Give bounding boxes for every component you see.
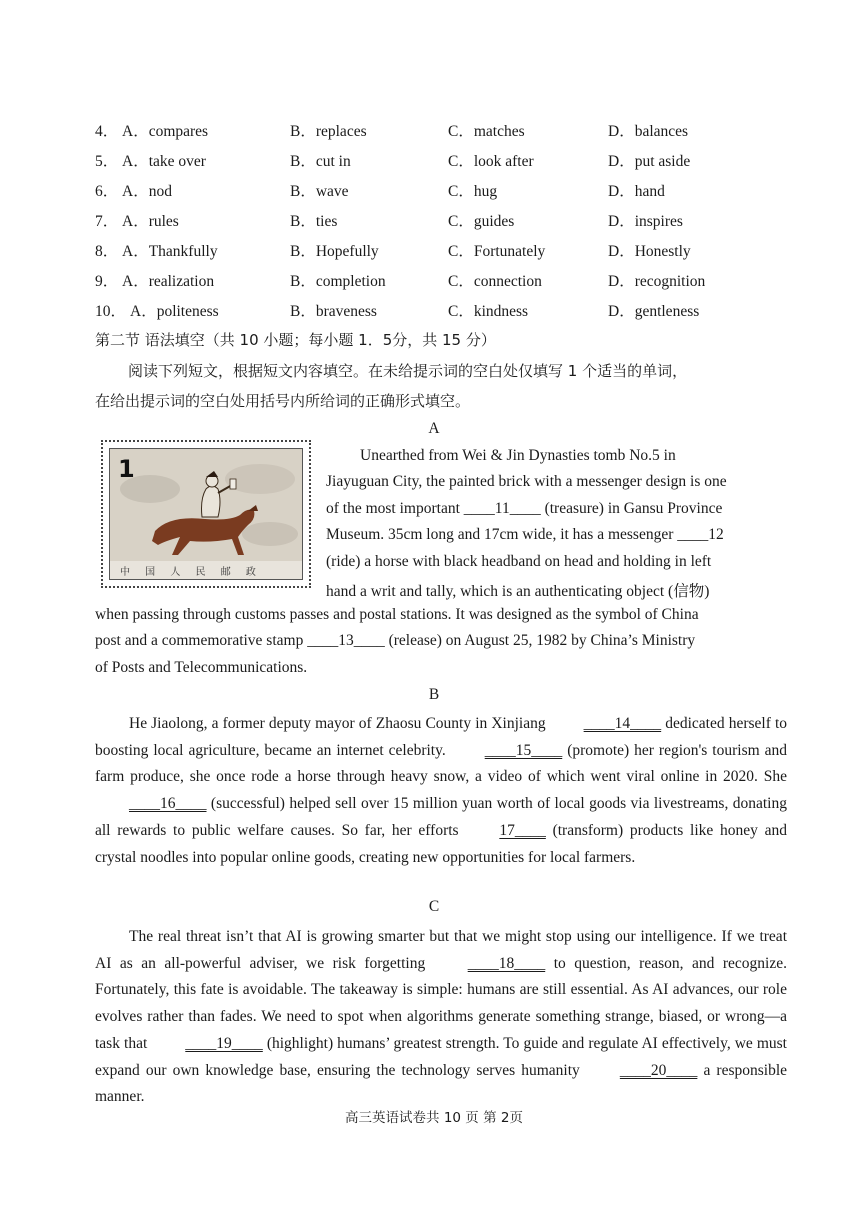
page-footer: 高三英语试卷共 10 页 第 2页: [345, 1110, 523, 1126]
stamp-caption: 中 国 人 民 邮 政: [120, 567, 262, 578]
passage-a-label: A: [428, 420, 440, 437]
section-heading: 第二节 语法填空（共 10 小题；每小题 1．5分，共 15 分）: [95, 331, 496, 349]
blank-19[interactable]: ____19____: [185, 1034, 263, 1052]
option-c: C．matches: [448, 123, 525, 140]
option-a: A．realization: [122, 273, 215, 290]
option-c: C．hug: [448, 183, 498, 200]
question-row: [0, 119, 868, 149]
passage-a-line: when passing through customs passes and postal stations. It was designed as the symbol of China: [95, 606, 699, 623]
question-row: [0, 179, 868, 209]
text-segment: dedicated herself to boosting local agriculture, became an internet celebrity.: [95, 715, 787, 759]
text-segment: He Jiaolong, a former deputy mayor of Zhaosu County in Xinjiang: [129, 715, 550, 732]
blank-16[interactable]: ____16____: [129, 795, 207, 813]
option-c: C．connection: [448, 273, 542, 290]
passage-b-text: [95, 711, 787, 871]
passage-a-line: [326, 500, 722, 518]
option-b: B．Hopefully: [290, 243, 379, 260]
text-segment: to question, reason, and recognize. Fortunately, this fate is avoidable. The takeaway is simple: humans are still essential. As AI advances, our role evolves rather than fades. We need to spot when algorithms generate something strange, biased, or wrong—a task that: [95, 954, 787, 1052]
blank-11[interactable]: ____11____: [463, 500, 541, 517]
option-c: C．Fortunately: [448, 243, 546, 260]
question-number: 4．: [95, 123, 119, 140]
question-row: [0, 269, 868, 299]
blank-15[interactable]: ____15____: [484, 741, 563, 759]
option-d: D．recognition: [608, 273, 706, 290]
blank-20[interactable]: ____20____: [619, 1061, 698, 1079]
question-row: [0, 209, 868, 239]
text-segment: of the most important: [326, 500, 464, 517]
option-d: D．balances: [608, 123, 689, 140]
option-d: D．Honestly: [608, 243, 691, 260]
option-c: C．kindness: [448, 303, 529, 320]
question-number: 9．: [95, 273, 119, 290]
option-a: A．compares: [122, 123, 209, 140]
passage-b-label: B: [428, 686, 440, 703]
passage-a-line: of Posts and Telecommunications.: [95, 659, 308, 676]
option-d: D．inspires: [608, 213, 683, 230]
passage-a-line: [95, 632, 695, 650]
text-segment: (successful) helped sell over 15 million yuan worth of local goods via livestreams, donating all rewards to public welfare causes. So far, her efforts: [95, 795, 787, 839]
messenger-painting-icon: [110, 449, 302, 579]
passage-a-line: Unearthed from Wei & Jin Dynasties tomb No.5 in: [360, 447, 676, 464]
instruction-line-1: 阅读下列短文，根据短文内容填空。在未给提示词的空白处仅填写 1 个适当的单词，: [128, 362, 688, 380]
passage-a-line: [326, 526, 724, 544]
text-segment: The real threat isn’t that AI is growing smarter but that we might stop using our intelligence. If we treat AI as an all-powerful adviser, we risk forgetting: [95, 928, 787, 972]
text-segment: (highlight) humans’ greatest strength. To guide and regulate AI effectively, we must expand our own knowledge base, ensuring the technology serves humanity: [95, 1034, 787, 1079]
option-a: A．Thankfully: [122, 243, 218, 260]
option-b: B．replaces: [290, 123, 367, 140]
option-a: A．politeness: [130, 303, 219, 320]
question-row: [0, 149, 868, 179]
option-b: B．ties: [290, 213, 338, 230]
option-d: D．gentleness: [608, 303, 700, 320]
text-segment: a responsible manner.: [95, 1061, 788, 1106]
text-segment: Museum. 35cm long and 17cm wide, it has a messenger: [326, 526, 678, 543]
option-d: D．hand: [608, 183, 665, 200]
question-number: 7．: [95, 213, 119, 230]
passage-a-line: (ride) a horse with black headband on head and holding in left: [326, 553, 712, 570]
passage-a-line: hand a writ and tally, which is an authenticating object (信物): [326, 583, 710, 600]
question-row: [0, 299, 868, 329]
question-number: 8．: [95, 243, 119, 260]
option-b: B．completion: [290, 273, 386, 290]
question-number: 5．: [95, 153, 119, 170]
instruction-line-2: 在给出提示词的空白处用括号内所给词的正确形式填空。: [95, 392, 471, 410]
blank-17[interactable]: 17____: [499, 821, 546, 839]
passage-c-text: [95, 924, 787, 1111]
option-a: A．take over: [122, 153, 206, 170]
passage-a-line: Jiayuguan City, the painted brick with a messenger design is one: [326, 473, 727, 490]
option-a: A．rules: [122, 213, 179, 230]
text-segment: post and a commemorative stamp: [95, 632, 308, 649]
passage-c-label: C: [428, 898, 440, 915]
text-segment: (transform) products like honey and crystal noodles into popular online goods, creating new opportunities for local farmers.: [95, 821, 787, 866]
option-d: D．put aside: [608, 153, 691, 170]
question-row: [0, 239, 868, 269]
blank-14[interactable]: ____14____: [583, 715, 662, 732]
question-number: 6．: [95, 183, 119, 200]
stamp-value: 1: [118, 455, 135, 483]
text-segment: (release) on August 25, 1982 by China’s Ministry: [384, 632, 696, 649]
blank-18[interactable]: ____18____: [467, 954, 546, 972]
stamp-image: [101, 440, 311, 588]
option-c: C．look after: [448, 153, 534, 170]
text-segment: (promote) her region's tourism and farm produce, she once rode a horse through heavy snow, a video of which went viral online in 2020. She: [95, 741, 788, 786]
blank-13[interactable]: ____13____: [307, 632, 385, 649]
text-segment: (treasure) in Gansu Province: [540, 500, 723, 517]
option-a: A．nod: [122, 183, 172, 200]
blank-12[interactable]: ____12: [677, 526, 724, 543]
question-number: 10．: [95, 303, 127, 320]
stamp-artwork: [109, 448, 303, 580]
option-c: C．guides: [448, 213, 515, 230]
option-b: B．braveness: [290, 303, 377, 320]
option-b: B．cut in: [290, 153, 351, 170]
option-b: B．wave: [290, 183, 349, 200]
